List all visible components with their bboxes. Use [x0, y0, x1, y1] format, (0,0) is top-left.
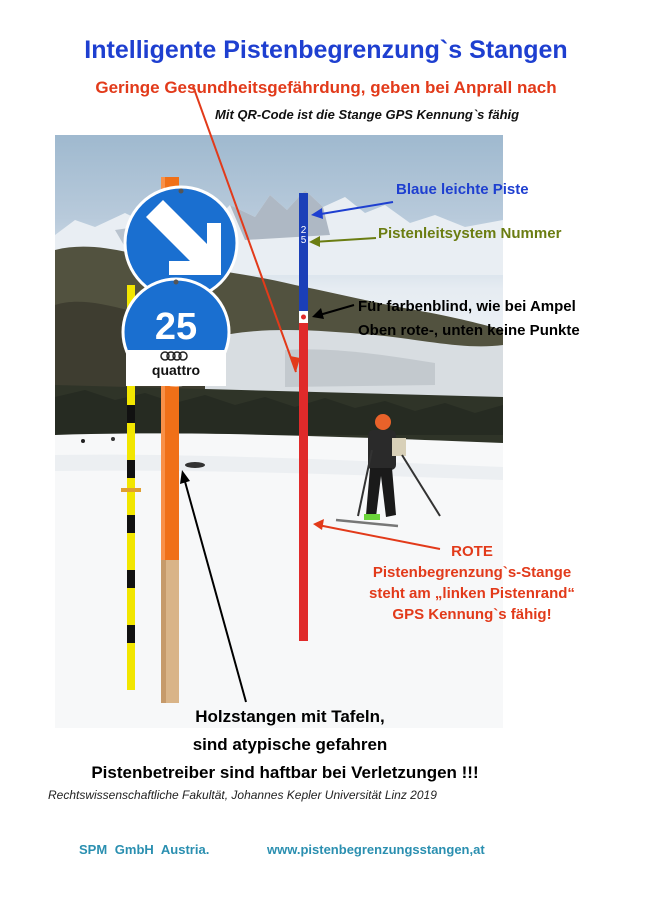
label-wooden-poles-line3: Pistenbetreiber sind haftbar bei Verletzungen !!! — [91, 763, 479, 782]
label-piste-number-system: Pistenleitsystem Nummer — [378, 225, 562, 242]
label-colorblind — [358, 295, 580, 343]
label-red-pole-line2: Pistenbegrenzung`s-Stange — [372, 564, 572, 581]
label-red-pole-line1: ROTE — [451, 543, 493, 560]
label-red-pole-line4: GPS Kennung`s fähig! — [392, 606, 552, 623]
label-colorblind-line1: Für farbenblind, wie bei Ampel — [358, 298, 576, 315]
pole-blue-section — [299, 193, 308, 311]
piste-sign-number: 25 — [154, 306, 198, 348]
label-red-pole-line3: steht am „linken Pistenrand“ — [369, 585, 575, 602]
label-wooden-poles-line2: sind atypische gefahren — [192, 735, 388, 754]
page-title: Intelligente Pistenbegrenzung`s Stangen — [84, 36, 568, 64]
label-blue-piste: Blaue leichte Piste — [396, 181, 529, 198]
subtitle-warning: Geringe Gesundheitsgefährdung, geben bei Anprall nach — [95, 78, 557, 97]
label-colorblind-line2: Oben rote-, unten keine Punkte — [358, 322, 580, 339]
label-wooden-poles — [0, 703, 580, 787]
source-credit: Rechtswissenschaftliche Fakultät, Johannes Kepler Universität Linz 2019 — [48, 788, 437, 802]
qr-code-note: Mit QR-Code ist die Stange GPS Kennung`s fähig — [215, 107, 520, 122]
skier-figure — [336, 414, 440, 526]
footer-website-link[interactable]: www.pistenbegrenzungsstangen,at — [267, 842, 485, 857]
label-wooden-poles-line1: Holzstangen mit Tafeln, — [195, 707, 385, 726]
footer-company: SPM GmbH Austria. — [79, 842, 210, 857]
pole-number: 25 — [300, 225, 307, 246]
sponsor-label: quattro — [151, 362, 201, 378]
label-red-pole — [344, 541, 600, 625]
pole-red-section — [299, 311, 308, 641]
